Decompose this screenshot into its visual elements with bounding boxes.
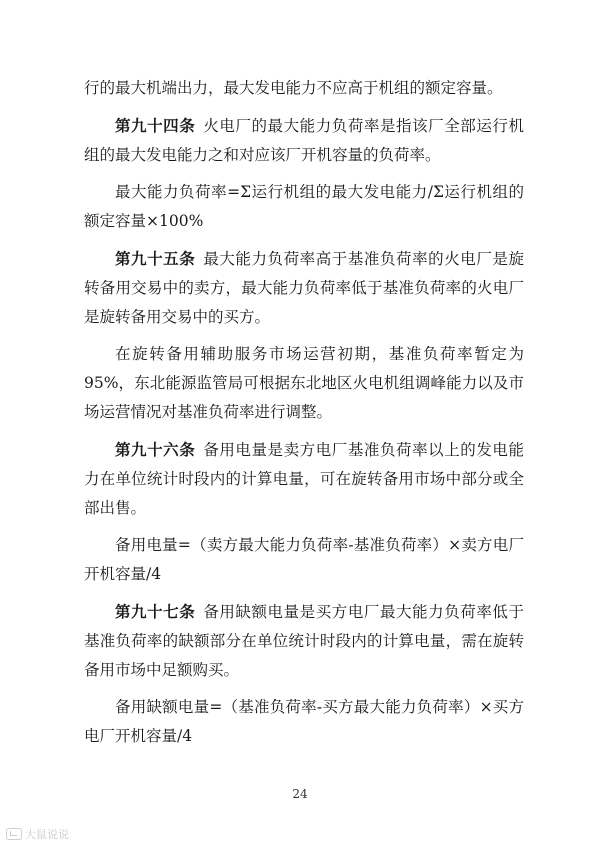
paragraph — [84, 74, 524, 103]
article-number: 第九十七条 — [115, 602, 196, 621]
paragraph-text: 最大能力负荷率高于基准负荷率的火电厂是旋转备用交易中的卖方，最大能力负荷率低于基准负荷率的火电厂是旋转备用交易中的买方。 — [84, 250, 524, 326]
formula-paragraph — [84, 531, 524, 589]
article-number: 第九十四条 — [115, 116, 196, 135]
paragraph-text: 火电厂的最大能力负荷率是指该厂全部运行机组的最大发电能力之和对应该厂开机容量的负荷率。 — [84, 117, 524, 164]
article-paragraph — [84, 435, 524, 523]
paragraph-text: 备用缺额电量=（基准负荷率-买方最大能力负荷率）×买方电厂开机容量/4 — [84, 698, 524, 745]
article-paragraph — [84, 111, 524, 170]
paragraph-text: 在旋转备用辅助服务市场运营初期，基准负荷率暂定为95%，东北能源监管局可根据东北地区火电机组调峰能力以及市场运营情况对基准负荷率进行调整。 — [84, 345, 524, 421]
article-number: 第九十五条 — [115, 249, 196, 268]
article-paragraph — [84, 597, 524, 685]
paragraph-text: 备用缺额电量是买方电厂最大能力负荷率低于基准负荷率的缺额部分在单位统计时段内的计算电量，需在旋转备用市场中足额购买。 — [84, 603, 524, 679]
article-number: 第九十六条 — [115, 440, 196, 459]
watermark-text: 大鼠说说 — [25, 828, 69, 841]
paragraph — [84, 340, 524, 427]
watermark — [6, 826, 69, 842]
article-paragraph — [84, 244, 524, 332]
formula-paragraph — [84, 178, 524, 236]
paragraph-text: 行的最大机端出力，最大发电能力不应高于机组的额定容量。 — [84, 79, 503, 97]
paragraph-text: 备用电量=（卖方最大能力负荷率-基准负荷率）×卖方电厂开机容量/4 — [84, 536, 524, 583]
watermark-logo-icon — [6, 828, 22, 840]
page-number: 24 — [292, 787, 308, 801]
document-body — [84, 74, 524, 759]
formula-paragraph — [84, 693, 524, 751]
paragraph-text: 最大能力负荷率=Σ运行机组的最大发电能力/Σ运行机组的额定容量×100% — [84, 183, 524, 230]
paragraph-text: 备用电量是卖方电厂基准负荷率以上的发电能力在单位统计时段内的计算电量，可在旋转备用市场中部分或全部出售。 — [84, 441, 524, 517]
